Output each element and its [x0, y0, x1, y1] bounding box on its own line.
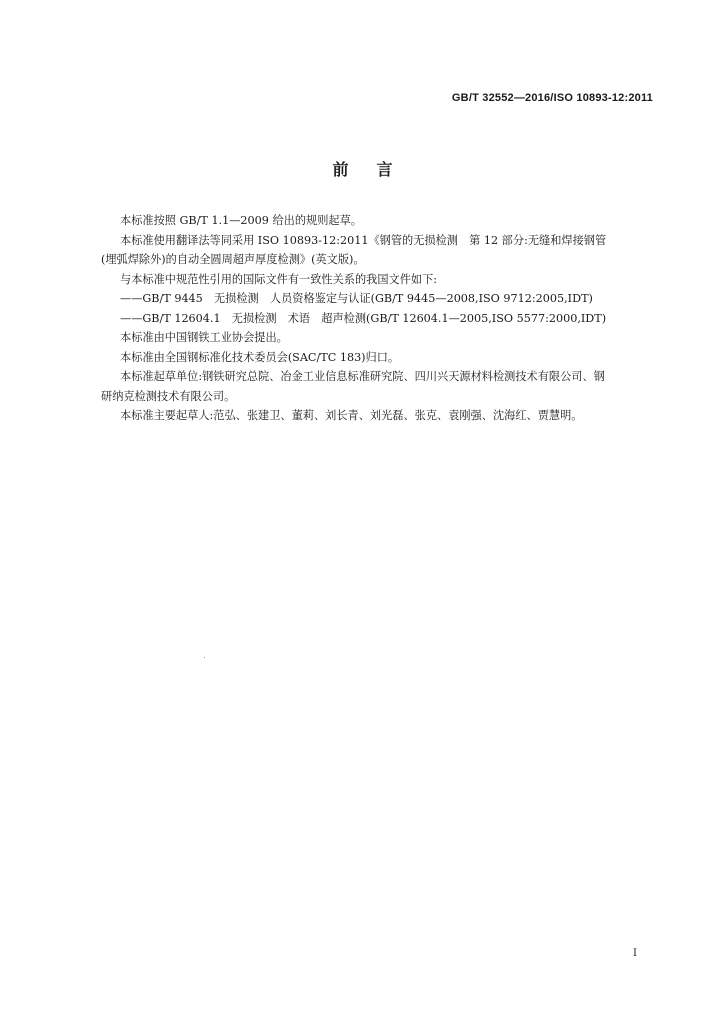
- page-title: 前言: [332, 160, 421, 179]
- paragraph-drafting-rules: 本标准按照 GB/T 1.1—2009 给出的规则起草。: [120, 214, 362, 227]
- paragraph-drafters: 本标准主要起草人:范弘、张建卫、董莉、刘长青、刘光磊、张克、袁刚强、沈海红、贾慧明。: [120, 409, 583, 422]
- list-item-reference: ——GB/T 12604.1 无损检测 术语 超声检测(GB/T 12604.1—2005,ISO 5577:2000,IDT): [120, 311, 607, 325]
- paragraph-proposer: 本标准由中国钢铁工业协会提出。: [120, 331, 288, 344]
- paragraph-adoption-continued: (埋弧焊除外)的自动全圆周超声厚度检测》(英文版)。: [101, 253, 365, 266]
- paragraph-drafting-units-continued: 研纳克检测技术有限公司。: [101, 389, 236, 403]
- paragraph-committee: 本标准由全国钢标准化技术委员会(SAC/TC 183)归口。: [120, 350, 400, 364]
- page-number: I: [633, 948, 637, 959]
- scan-speck: [204, 657, 205, 658]
- list-item-reference: ——GB/T 9445 无损检测 人员资格鉴定与认证(GB/T 9445—2008,ISO 9712:2005,IDT): [120, 292, 593, 305]
- paragraph-drafting-units: 本标准起草单位:钢铁研究总院、冶金工业信息标准研究院、四川兴天源材料检测技术有限公司、钢: [120, 370, 605, 383]
- standard-number: GB/T 32552—2016/ISO 10893-12:2011: [451, 92, 653, 104]
- foreword-body: [101, 211, 655, 426]
- paragraph-adoption: 本标准使用翻译法等同采用 ISO 10893-12:2011《钢管的无损检测 第 12 部分:无缝和焊接钢管: [120, 233, 607, 247]
- paragraph-normative-references: 与本标准中规范性引用的国际文件有一致性关系的我国文件如下:: [120, 272, 438, 286]
